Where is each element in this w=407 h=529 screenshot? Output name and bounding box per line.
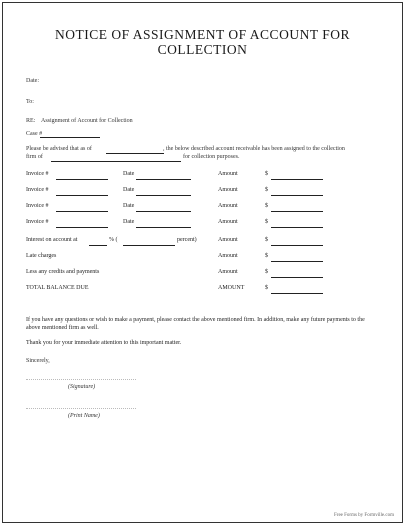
amount-line[interactable]: [271, 179, 323, 180]
re-text: Assignment of Account for Collection: [41, 118, 133, 124]
amount-label: Amount: [218, 253, 238, 259]
amount-line[interactable]: [271, 195, 323, 196]
signature-caption: (Signature): [68, 384, 96, 390]
amount-line[interactable]: [271, 261, 323, 262]
invoice-label: Invoice #: [26, 171, 49, 177]
print-name-caption: (Print Name): [68, 413, 100, 419]
invoice-date-line[interactable]: [136, 211, 191, 212]
invoice-date-line[interactable]: [136, 179, 191, 180]
interest-period-label: percent): [177, 237, 197, 243]
credits-label: Less any credits and payments: [26, 269, 100, 275]
invoice-row: [3, 171, 402, 181]
date-label: Date: [123, 171, 135, 177]
interest-rate-line[interactable]: [89, 245, 107, 246]
total-amount-label: AMOUNT: [218, 285, 245, 291]
collection-firm-line[interactable]: [51, 161, 181, 162]
dollar-sign: $: [265, 171, 268, 177]
invoice-row: [3, 219, 402, 229]
dollar-sign: $: [265, 269, 268, 275]
document-page: [2, 2, 403, 523]
dollar-sign: $: [265, 253, 268, 259]
amount-label: Amount: [218, 269, 238, 275]
invoice-label: Invoice #: [26, 219, 49, 225]
date-label: Date:: [26, 78, 39, 84]
as-of-date-line[interactable]: [106, 153, 164, 154]
invoice-label: Invoice #: [26, 203, 49, 209]
date-label: Date: [123, 203, 135, 209]
amount-label: Amount: [218, 187, 238, 193]
thank-you-paragraph: Thank you for your immediate attention to this important matter.: [26, 340, 182, 346]
advised-text-1: Please be advised that as of: [26, 146, 92, 152]
invoice-number-line[interactable]: [56, 195, 108, 196]
advised-text-3: firm of: [26, 154, 43, 160]
amount-label: Amount: [218, 219, 238, 225]
credits-row: [3, 269, 402, 279]
total-label: TOTAL BALANCE DUE: [26, 285, 89, 291]
amount-label: Amount: [218, 203, 238, 209]
dollar-sign: $: [265, 187, 268, 193]
amount-label: Amount: [218, 237, 238, 243]
signature-line[interactable]: [26, 379, 136, 380]
date-label: Date: [123, 219, 135, 225]
amount-label: Amount: [218, 171, 238, 177]
invoice-number-line[interactable]: [56, 179, 108, 180]
invoice-number-line[interactable]: [56, 211, 108, 212]
late-charges-label: Late charges: [26, 253, 57, 259]
dollar-sign: $: [265, 219, 268, 225]
to-label: To:: [26, 99, 34, 105]
advised-text-4: for collection purposes.: [183, 154, 240, 160]
title-line-1: NOTICE OF ASSIGNMENT OF ACCOUNT FOR: [55, 27, 350, 42]
interest-percent: % (: [109, 237, 118, 243]
total-row: [3, 285, 402, 295]
interest-row: [3, 237, 402, 247]
late-charges-row: [3, 253, 402, 263]
advised-text-2: , the below described account receivable has been assigned to the collection: [163, 146, 345, 152]
footer-credit[interactable]: Free Forms by Formville.com: [334, 513, 394, 518]
invoice-number-line[interactable]: [56, 227, 108, 228]
amount-line[interactable]: [271, 227, 323, 228]
date-label: Date: [123, 187, 135, 193]
dollar-sign: $: [265, 237, 268, 243]
invoice-date-line[interactable]: [136, 227, 191, 228]
total-amount-line[interactable]: [271, 293, 323, 294]
invoice-row: [3, 187, 402, 197]
document-title: [3, 27, 402, 57]
case-label: Case #: [26, 131, 43, 137]
amount-line[interactable]: [271, 277, 323, 278]
print-name-line[interactable]: [26, 408, 136, 409]
questions-paragraph: If you have any questions or wish to make a payment, please contact the above mentioned firm. In addition, make any future payments to the above mentioned firm as well.: [26, 317, 365, 331]
dollar-sign: $: [265, 203, 268, 209]
re-label: RE:: [26, 118, 36, 124]
sincerely-label: Sincerely,: [26, 358, 50, 364]
invoice-date-line[interactable]: [136, 195, 191, 196]
invoice-label: Invoice #: [26, 187, 49, 193]
interest-label: Interest on account at: [26, 237, 78, 243]
interest-period-line[interactable]: [123, 245, 175, 246]
invoice-row: [3, 203, 402, 213]
amount-line[interactable]: [271, 211, 323, 212]
dollar-sign: $: [265, 285, 268, 291]
title-line-2: COLLECTION: [157, 42, 248, 57]
case-number-line[interactable]: [40, 137, 100, 138]
amount-line[interactable]: [271, 245, 323, 246]
